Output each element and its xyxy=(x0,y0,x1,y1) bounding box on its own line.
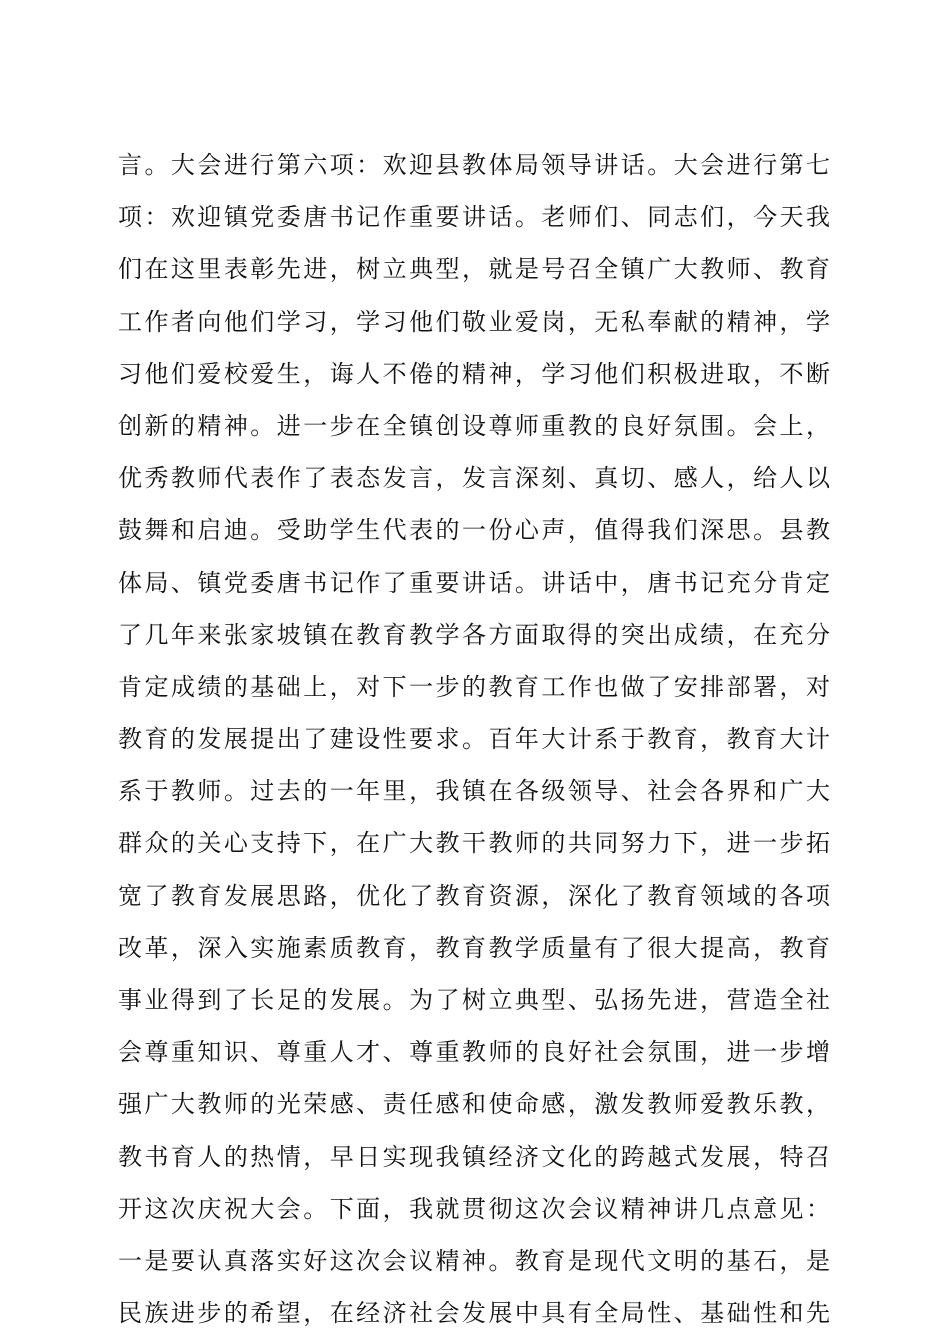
text-line: 改革，深入实施素质教育，教育教学质量有了很大提高，教育 xyxy=(118,933,830,962)
text-line: 们在这里表彰先进，树立典型，就是号召全镇广大教师、教育 xyxy=(118,255,830,284)
text-line: 教书育人的热情，早日实现我镇经济文化的跨越式发展，特召 xyxy=(118,1142,830,1171)
text-line: 鼓舞和启迪。受助学生代表的一份心声，值得我们深思。县教 xyxy=(118,516,830,545)
text-line: 群众的关心支持下，在广大教干教师的共同努力下，进一步拓 xyxy=(118,829,830,858)
document-body xyxy=(118,139,830,1339)
text-line: 系于教师。过去的一年里，我镇在各级领导、社会各界和广大 xyxy=(118,777,830,806)
text-line: 习他们爱校爱生，诲人不倦的精神，学习他们积极进取，不断 xyxy=(118,359,830,388)
text-line: 项：欢迎镇党委唐书记作重要讲话。老师们、同志们，今天我 xyxy=(118,203,830,232)
text-line: 肯定成绩的基础上，对下一步的教育工作也做了安排部署，对 xyxy=(118,672,830,701)
text-line: 事业得到了长足的发展。为了树立典型、弘扬先进，营造全社 xyxy=(118,986,830,1014)
text-line: 教育的发展提出了建设性要求。百年大计系于教育，教育大计 xyxy=(118,725,830,754)
text-line: 言。大会进行第六项：欢迎县教体局领导讲话。大会进行第七 xyxy=(118,151,830,179)
text-line: 会尊重知识、尊重人才、尊重教师的良好社会氛围，进一步增 xyxy=(118,1038,830,1067)
text-line: 一是要认真落实好这次会议精神。教育是现代文明的基石，是 xyxy=(118,1246,830,1275)
text-line: 宽了教育发展思路，优化了教育资源，深化了教育领域的各项 xyxy=(118,881,830,910)
text-line: 工作者向他们学习，学习他们敬业爱岗，无私奉献的精神，学 xyxy=(118,307,830,336)
text-line: 开这次庆祝大会。下面，我就贯彻这次会议精神讲几点意见： xyxy=(118,1194,830,1223)
text-line: 强广大教师的光荣感、责任感和使命感，激发教师爱教乐教， xyxy=(118,1090,830,1119)
text-line: 创新的精神。进一步在全镇创设尊师重教的良好氛围。会上， xyxy=(118,411,830,440)
text-line: 体局、镇党委唐书记作了重要讲话。讲话中，唐书记充分肯定 xyxy=(118,568,830,597)
text-line: 优秀教师代表作了表态发言，发言深刻、真切、感人，给人以 xyxy=(118,464,830,493)
text-line: 了几年来张家坡镇在教育教学各方面取得的突出成绩，在充分 xyxy=(118,620,830,649)
text-line: 民族进步的希望，在经济社会发展中具有全局性、基础性和先 xyxy=(118,1299,830,1328)
